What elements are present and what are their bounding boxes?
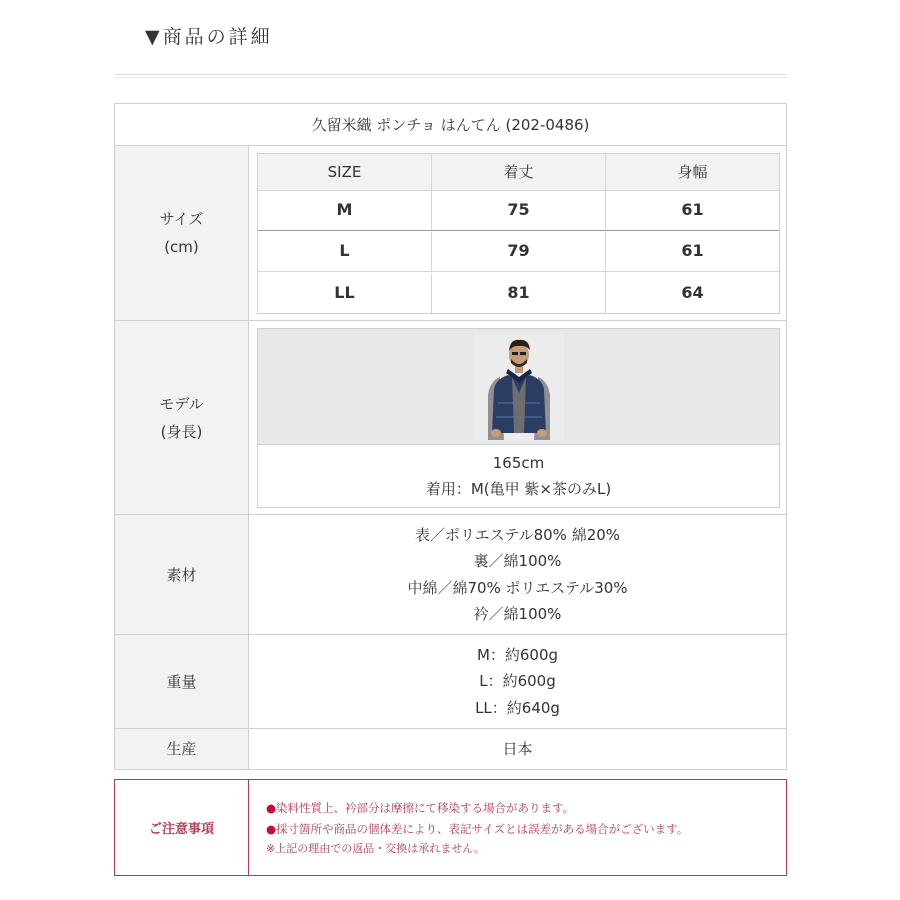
width-cell: 61 [681,241,704,261]
weight-value [249,635,786,728]
length-cell: 75 [432,191,606,230]
model-value [249,321,786,514]
size-label-line-2: (cm) [164,238,199,256]
size-chart-row [258,273,779,313]
product-title-row [115,104,786,146]
length-cell: 81 [432,273,606,313]
model-label [115,321,249,514]
size-header-width: 身幅 [677,162,708,181]
model-row [115,321,786,515]
notice-footnote: ※上記の理由での返品・交換は承れません。 [266,842,485,855]
section-heading: ▼商品の詳細 [145,26,273,48]
size-header-size: SIZE [258,154,432,190]
model-label-line-1: モデル [159,394,204,413]
material-line: 中綿／綿70% ポリエステル30% [407,578,628,597]
notice-box [114,779,787,876]
size-chart-row [258,232,779,272]
size-header-length: 着丈 [432,154,606,190]
model-photo-area [258,329,779,445]
material-line: 裏／綿100% [473,552,562,570]
size-value [249,146,786,320]
weight-label: 重量 [115,635,249,728]
size-cell: M [258,191,432,230]
spec-table [114,103,787,770]
bullet-icon: ● [266,821,277,836]
notice-item: ●採寸箇所や商品の個体差により、表記サイズとは誤差がある場合がございます。 [266,821,689,836]
weight-line: M：約600g [476,645,559,664]
material-line: 衿／綿100% [473,605,562,623]
heading-divider [114,74,787,75]
notice-label: ご注意事項 [115,780,249,875]
size-cell: LL [258,273,432,313]
size-cell: L [258,232,432,271]
model-photo [474,333,564,440]
size-chart-header [258,154,779,191]
notice-list [266,798,776,860]
weight-line: L：約600g [479,672,556,691]
model-height: 165cm [492,454,545,472]
width-cell: 61 [681,200,704,220]
material-label: 素材 [115,515,249,634]
model-wearing: 着用：M(亀甲 紫×茶のみL) [425,480,612,498]
size-label [115,146,249,320]
origin-value: 日本 [502,739,533,758]
material-line: 表／ポリエステル80% 綿20% [414,525,621,544]
size-label-line-1: サイズ [159,210,204,228]
notice-item: ●染料性質上、衿部分は摩擦にて移染する場合があります。 [266,801,575,815]
size-chart-row [258,191,779,231]
size-chart [257,153,780,314]
model-box [257,328,780,508]
model-caption [258,445,779,507]
product-title: 久留米織 ポンチョ はんてん (202-0486) [311,116,590,134]
weight-line: LL：約640g [475,698,560,717]
material-value [249,515,786,634]
width-cell: 64 [681,282,704,302]
model-label-line-2: (身長) [160,422,203,441]
length-cell: 79 [432,232,606,271]
origin-label: 生産 [115,729,249,769]
size-row [115,146,786,321]
weight-row [115,635,786,729]
heading-divider-secondary [114,77,787,78]
origin-row [115,729,786,769]
material-row [115,515,786,635]
bullet-icon: ● [266,801,277,815]
